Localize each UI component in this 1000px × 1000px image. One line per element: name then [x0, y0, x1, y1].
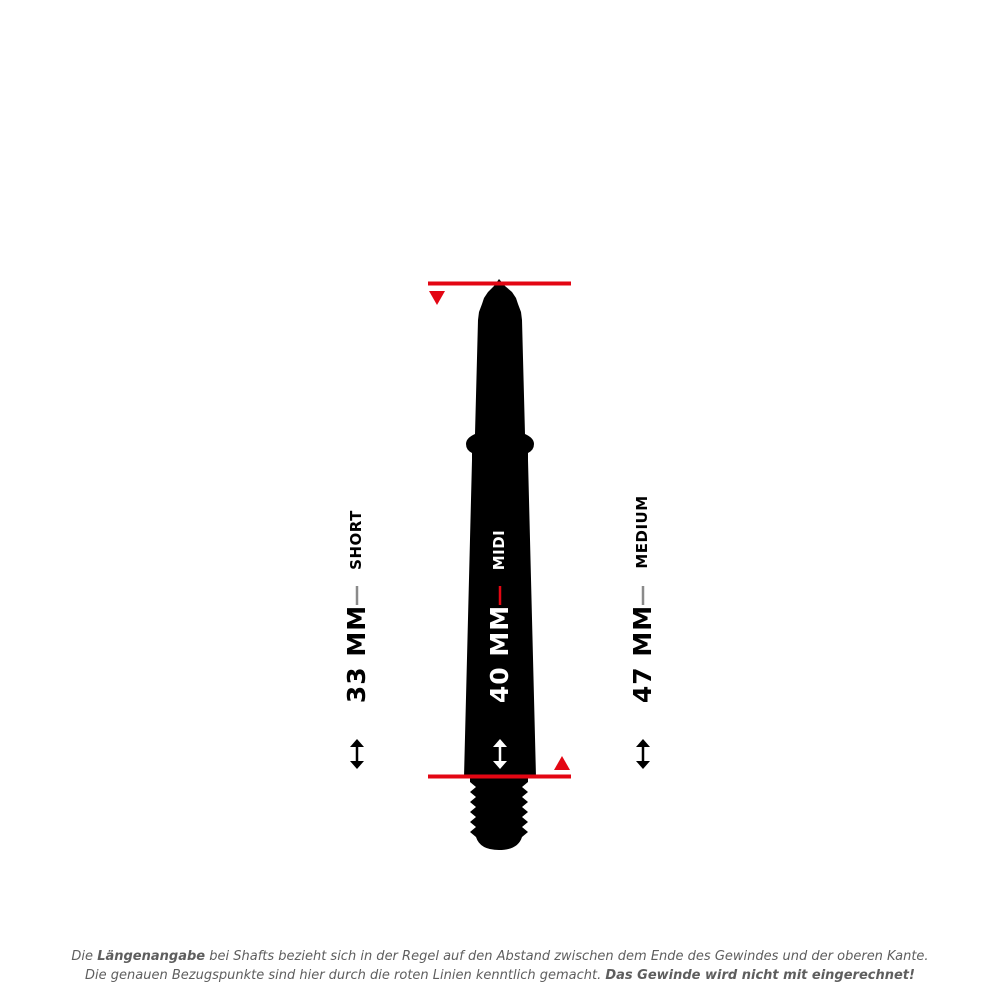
size-length-midi: 40 MM: [485, 604, 514, 704]
top-reference-marker: [429, 291, 445, 305]
double-arrow-vertical-icon: [636, 739, 650, 769]
footnote-text: Die genauen Bezugspunkte sind hier durch die roten Linien kenntlich gemacht.: [85, 968, 606, 983]
footnote-line-2: [0, 966, 1000, 985]
footnote-emphasis: Längenangabe: [97, 949, 206, 964]
size-length-short: 33 MM: [342, 604, 371, 704]
size-length-medium: 47 MM: [628, 604, 657, 704]
footnote-text: bei Shafts bezieht sich in der Regel auf den Abstand zwischen dem Ende des Gewindes und der oberen Kante.: [205, 949, 929, 964]
footnote-line-1: [0, 947, 1000, 966]
double-arrow-vertical-icon: [350, 739, 364, 769]
bottom-reference-marker: [554, 756, 570, 770]
shaft-thread: [470, 776, 528, 850]
footnote-text: Die: [71, 949, 98, 964]
footnote: [0, 947, 1000, 985]
size-name-short: SHORT: [347, 510, 365, 570]
size-name-midi: MIDI: [490, 529, 508, 571]
footnote-emphasis: Das Gewinde wird nicht mit eingerechnet!: [605, 968, 915, 983]
size-name-medium: MEDIUM: [633, 495, 651, 569]
